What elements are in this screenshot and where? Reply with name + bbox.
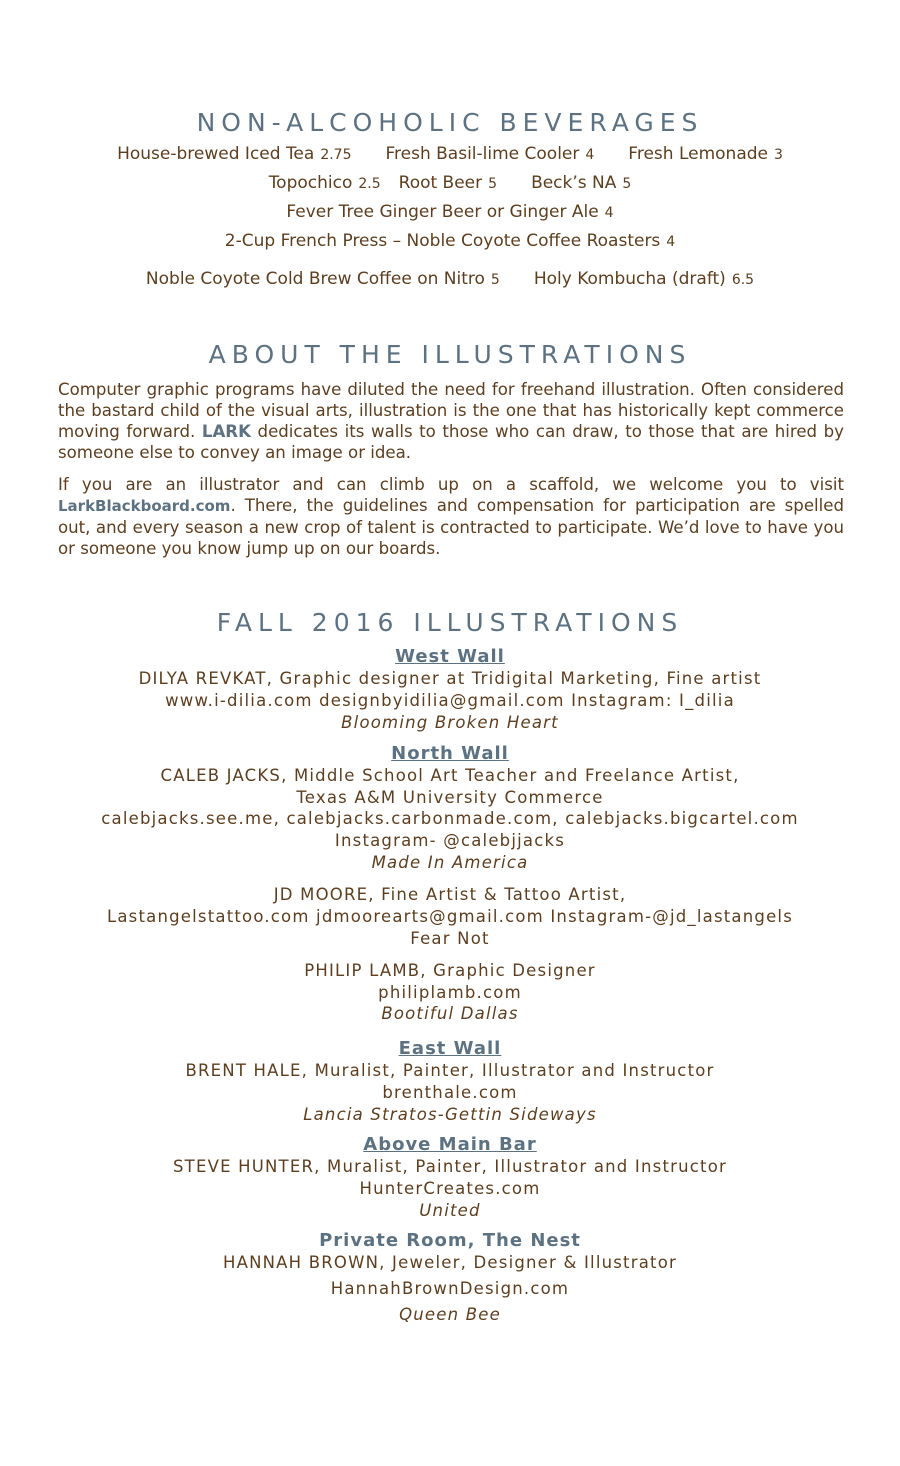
beverage-name: Noble Coyote Cold Brew Coffee on Nitro bbox=[145, 269, 485, 289]
beverage-name: Topochico bbox=[268, 173, 353, 193]
artwork-title: Made In America bbox=[371, 853, 529, 872]
about-paragraph-2 bbox=[58, 474, 844, 559]
above-main-bar-heading: Above Main Bar bbox=[363, 1134, 537, 1155]
artist-name-line: STEVE HUNTER, Muralist, Painter, Illustrator and Instructor bbox=[173, 1157, 727, 1176]
artist-contact-line: philiplamb.com bbox=[378, 983, 522, 1002]
beverage-row-2 bbox=[0, 173, 900, 193]
artist-name-line: HANNAH BROWN, Jeweler, Designer & Illustrator bbox=[223, 1253, 677, 1272]
beverage-item bbox=[628, 144, 783, 164]
beverage-item bbox=[534, 269, 754, 289]
about-text: . There, the guidelines and compensation for participation are spelled out, and every season a new crop of talent is contracted to participate. We’d love to have you or someone you know jump up on our boards. bbox=[58, 496, 844, 558]
beverage-price: 4 bbox=[604, 205, 614, 221]
beverage-item bbox=[146, 269, 500, 289]
beverage-price: 3 bbox=[773, 147, 783, 163]
beverage-price: 5 bbox=[488, 176, 498, 192]
about-text: If you are an illustrator and can climb up on a scaffold, we welcome you to visit bbox=[58, 475, 844, 494]
artist-name-line: PHILIP LAMB, Graphic Designer bbox=[304, 961, 596, 980]
beverage-name: Fresh Basil-lime Cooler bbox=[385, 144, 580, 164]
private-room-heading: Private Room, The Nest bbox=[319, 1230, 581, 1251]
beverage-item bbox=[385, 144, 594, 164]
artwork-title: Lancia Stratos-Gettin Sideways bbox=[303, 1105, 597, 1124]
about-heading: ABOUT THE ILLUSTRATIONS bbox=[208, 340, 692, 369]
beverage-item bbox=[269, 173, 381, 193]
beverage-price: 4 bbox=[666, 234, 676, 250]
beverage-name: Root Beer bbox=[398, 173, 483, 193]
artist-name-line: BRENT HALE, Muralist, Painter, Illustrator and Instructor bbox=[185, 1061, 715, 1080]
beverage-row-5 bbox=[0, 269, 900, 289]
about-paragraph-1 bbox=[58, 379, 844, 463]
artist-contact-line: www.i-dilia.com designbyidilia@gmail.com Instagram: I_dilia bbox=[165, 691, 735, 710]
beverage-price: 2.75 bbox=[320, 147, 352, 163]
artwork-title: Blooming Broken Heart bbox=[341, 713, 559, 732]
east-wall-heading: East Wall bbox=[398, 1038, 502, 1059]
beverage-name: Beck’s NA bbox=[531, 173, 617, 193]
beverage-item bbox=[117, 144, 351, 164]
beverage-row-4 bbox=[0, 231, 900, 251]
artist-contact-line: brenthale.com bbox=[382, 1083, 518, 1102]
artist-contact-line: Lastangelstattoo.com jdmoorearts@gmail.com Instagram-@jd_lastangels bbox=[106, 907, 794, 926]
beverage-row-3 bbox=[0, 202, 900, 222]
artist-detail-line: Texas A&M University Commerce bbox=[296, 788, 604, 807]
artwork-title: Bootiful Dallas bbox=[381, 1004, 519, 1023]
west-wall-heading: West Wall bbox=[395, 646, 505, 667]
artist-contact-line: calebjacks.see.me, calebjacks.carbonmade.com, calebjacks.bigcartel.com bbox=[101, 809, 799, 828]
beverages-heading: NON-ALCOHOLIC BEVERAGES bbox=[196, 108, 704, 137]
about-text: dedicates its walls to those who can draw, to those that are hired by someone else to convey an image or idea. bbox=[58, 422, 845, 462]
beverage-name: Fresh Lemonade bbox=[628, 144, 768, 164]
beverage-price: 6.5 bbox=[731, 272, 755, 288]
beverage-price: 2.5 bbox=[358, 176, 381, 192]
about-text: Computer graphic programs have diluted the need for freehand illustration. Often considered the bastard child of the visual arts, illustration is the one that has historically kept commerce moving forward. bbox=[58, 380, 844, 441]
lark-blackboard-link[interactable]: LarkBlackboard.com bbox=[58, 497, 231, 515]
artwork-title: Fear Not bbox=[410, 929, 490, 948]
beverage-price: 4 bbox=[585, 147, 595, 163]
artwork-title: Queen Bee bbox=[399, 1305, 501, 1324]
artist-contact-line: HannahBrownDesign.com bbox=[330, 1279, 570, 1298]
artwork-title: United bbox=[419, 1201, 481, 1220]
artist-name-line: JD MOORE, Fine Artist & Tattoo Artist, bbox=[273, 885, 627, 904]
north-wall-heading: North Wall bbox=[391, 743, 509, 764]
beverage-name: Holy Kombucha (draft) bbox=[533, 269, 726, 289]
brand-name: LARK bbox=[201, 422, 251, 441]
beverage-item bbox=[399, 173, 497, 193]
artist-name-line: CALEB JACKS, Middle School Art Teacher and Freelance Artist, bbox=[160, 766, 740, 785]
beverage-price: 5 bbox=[622, 176, 632, 192]
artist-name-line: DILYA REVKAT, Graphic designer at Tridigital Marketing, Fine artist bbox=[138, 669, 762, 688]
artist-contact-line: Instagram- @calebjjacks bbox=[334, 831, 566, 850]
beverage-row-1 bbox=[0, 144, 900, 164]
beverage-item bbox=[531, 173, 631, 193]
beverage-price: 5 bbox=[490, 272, 500, 288]
beverage-name: Fever Tree Ginger Beer or Ginger Ale bbox=[286, 202, 599, 222]
beverage-name: House-brewed Iced Tea bbox=[117, 144, 315, 164]
artist-contact-line: HunterCreates.com bbox=[359, 1179, 541, 1198]
beverage-name: 2-Cup French Press – Noble Coyote Coffee Roasters bbox=[224, 231, 661, 251]
fall-heading: FALL 2016 ILLUSTRATIONS bbox=[216, 608, 684, 637]
